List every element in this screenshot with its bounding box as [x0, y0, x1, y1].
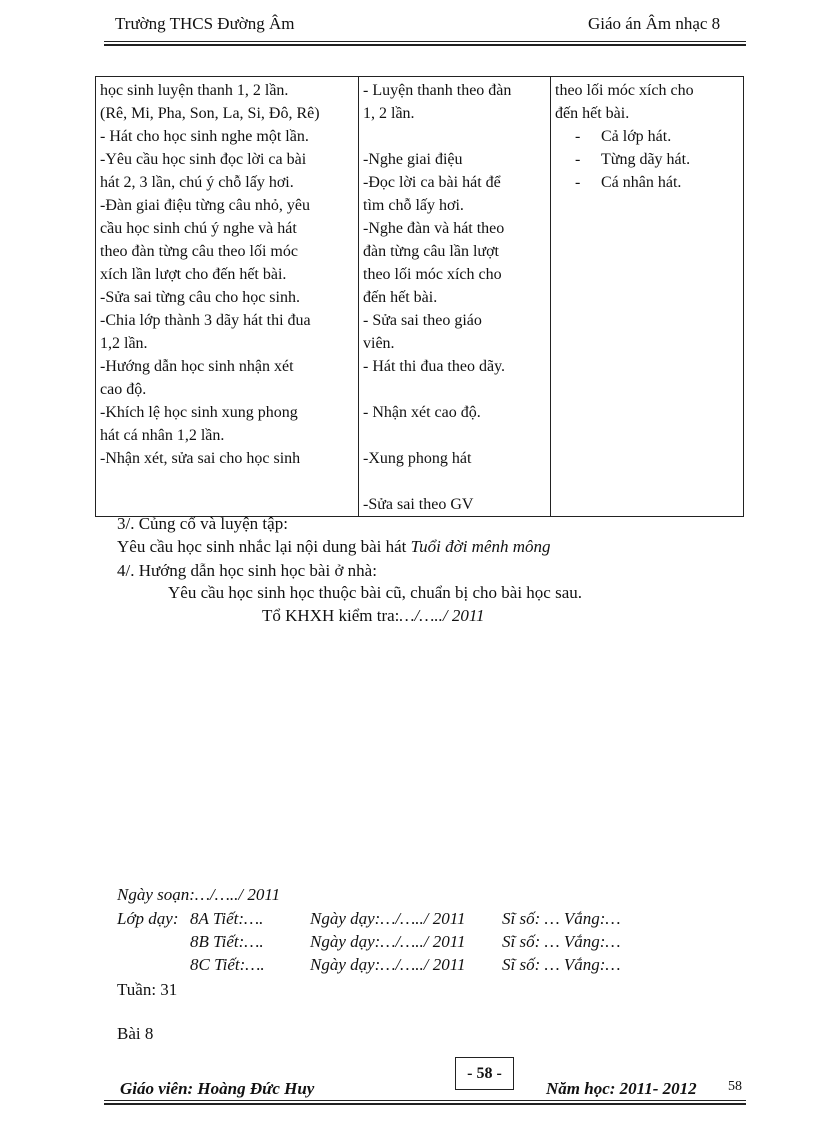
footer-teacher: Giáo viên: Hoàng Đức Huy — [120, 1079, 315, 1098]
footer-rule-thick — [104, 1103, 746, 1105]
teacher-line: - Hát cho học sinh nghe một lần. — [100, 128, 309, 145]
teacher-line: xích lần lượt cho đến hết bài. — [100, 266, 287, 283]
homework-heading: 4/. Hướng dẫn học sinh học bài ở nhà: — [117, 561, 377, 580]
header-school: Trường THCS Đường Âm — [115, 14, 295, 33]
student-line: - Nhận xét cao độ. — [363, 404, 481, 421]
student-line: theo lối móc xích cho — [363, 266, 502, 283]
list-item — [555, 125, 739, 148]
teacher-line: học sinh luyện thanh 1, 2 lần. — [100, 82, 289, 99]
student-line: đến hết bài. — [363, 289, 438, 306]
teaching-date: Ngày dạy:…/…../ 2011 — [310, 955, 466, 974]
student-line: - Luyện thanh theo đàn — [363, 82, 512, 99]
teaching-date: Ngày dạy:…/…../ 2011 — [310, 932, 466, 951]
teacher-line: -Khích lệ học sinh xung phong — [100, 404, 298, 421]
prep-date: Ngày soạn:…/…../ 2011 — [117, 885, 281, 904]
page-number: 58 — [728, 1079, 742, 1094]
teacher-line: -Hướng dẫn học sinh nhận xét — [100, 358, 294, 375]
teacher-line: cầu học sinh chú ý nghe và hát — [100, 220, 297, 237]
footer-year: Năm học: 2011- 2012 — [546, 1079, 697, 1098]
attendance: Sĩ số: … Vắng:… — [502, 932, 621, 951]
inspection-date: …/…../ 2011 — [399, 606, 485, 625]
teaching-date: Ngày dạy:…/…../ 2011 — [310, 909, 466, 928]
table-row — [96, 77, 744, 517]
page-box: - 58 - — [455, 1057, 514, 1090]
week-label: Tuần: 31 — [117, 980, 178, 999]
teacher-line: -Yêu cầu học sinh đọc lời ca bài — [100, 151, 307, 168]
list-item-label: Cá nhân hát. — [601, 174, 682, 191]
header-rule-thick — [104, 44, 746, 46]
student-line: viên. — [363, 335, 395, 352]
class-period: 8C Tiết:…. — [190, 955, 265, 974]
teacher-line: hát cá nhân 1,2 lần. — [100, 427, 225, 444]
list-item — [555, 148, 739, 171]
student-line: -Xung phong hát — [363, 450, 472, 467]
student-activity-cell — [359, 77, 551, 517]
inspection-line — [262, 606, 485, 626]
student-line: -Đọc lời ca bài hát để — [363, 174, 501, 191]
header-subject: Giáo án Âm nhạc 8 — [588, 14, 721, 33]
list-item-label: Cả lớp hát. — [601, 128, 672, 145]
student-line: -Nghe giai điệu — [363, 151, 463, 168]
student-line: - Sửa sai theo giáo — [363, 312, 482, 329]
teacher-activity-cell — [96, 77, 359, 517]
consolidation-heading: 3/. Củng cố và luyện tập: — [117, 514, 288, 533]
student-line: - Hát thi đua theo dãy. — [363, 358, 506, 375]
bullet-dash: - — [575, 128, 581, 145]
student-line: 1, 2 lần. — [363, 105, 415, 122]
song-title: Tuổi đời mênh mông — [410, 537, 551, 556]
lesson-label: Bài 8 — [117, 1024, 154, 1043]
inspection-label: Tổ KHXH kiểm tra: — [262, 606, 400, 625]
spacer — [363, 378, 546, 401]
organization-line: đến hết bài. — [555, 105, 630, 122]
spacer — [363, 470, 546, 493]
teacher-line: cao độ. — [100, 381, 147, 398]
attendance: Sĩ số: … Vắng:… — [502, 909, 621, 928]
student-line: tìm chỗ lấy hơi. — [363, 197, 464, 214]
teacher-line: -Sửa sai từng câu cho học sinh. — [100, 289, 300, 306]
spacer — [363, 424, 546, 447]
bullet-dash: - — [575, 151, 581, 168]
student-line: đàn từng câu lần lượt — [363, 243, 499, 260]
student-line: -Nghe đàn và hát theo — [363, 220, 505, 237]
activity-table — [95, 76, 744, 517]
class-period: 8B Tiết:…. — [190, 932, 264, 951]
list-item-label: Từng dãy hát. — [601, 151, 691, 168]
teacher-line: (Rê, Mi, Pha, Son, La, Si, Đô, Rê) — [100, 105, 320, 122]
consolidation-text: Yêu cầu học sinh nhắc lại nội dung bài hát — [117, 537, 411, 556]
bullet-dash: - — [575, 174, 581, 191]
teacher-line: theo đàn từng câu theo lối móc — [100, 243, 298, 260]
organization-cell — [551, 77, 744, 517]
teacher-line: hát 2, 3 lần, chú ý chỗ lấy hơi. — [100, 174, 294, 191]
teacher-line: 1,2 lần. — [100, 335, 148, 352]
attendance: Sĩ số: … Vắng:… — [502, 955, 621, 974]
header-rule-thin — [104, 41, 746, 42]
teacher-line: -Nhận xét, sửa sai cho học sinh — [100, 450, 301, 467]
consolidation-line — [117, 537, 551, 557]
list-item — [555, 171, 739, 194]
footer-rule-thin — [104, 1100, 746, 1101]
homework-line: Yêu cầu học sinh học thuộc bài cũ, chuẩn bị cho bài học sau. — [168, 583, 583, 602]
organization-line: theo lối móc xích cho — [555, 82, 694, 99]
class-period: 8A Tiết:…. — [190, 909, 264, 928]
student-line: -Sửa sai theo GV — [363, 496, 474, 513]
spacer — [363, 125, 546, 148]
teacher-line: -Chia lớp thành 3 dãy hát thi đua — [100, 312, 311, 329]
teacher-line: -Đàn giai điệu từng câu nhỏ, yêu — [100, 197, 310, 214]
class-label: Lớp dạy: — [117, 909, 179, 928]
